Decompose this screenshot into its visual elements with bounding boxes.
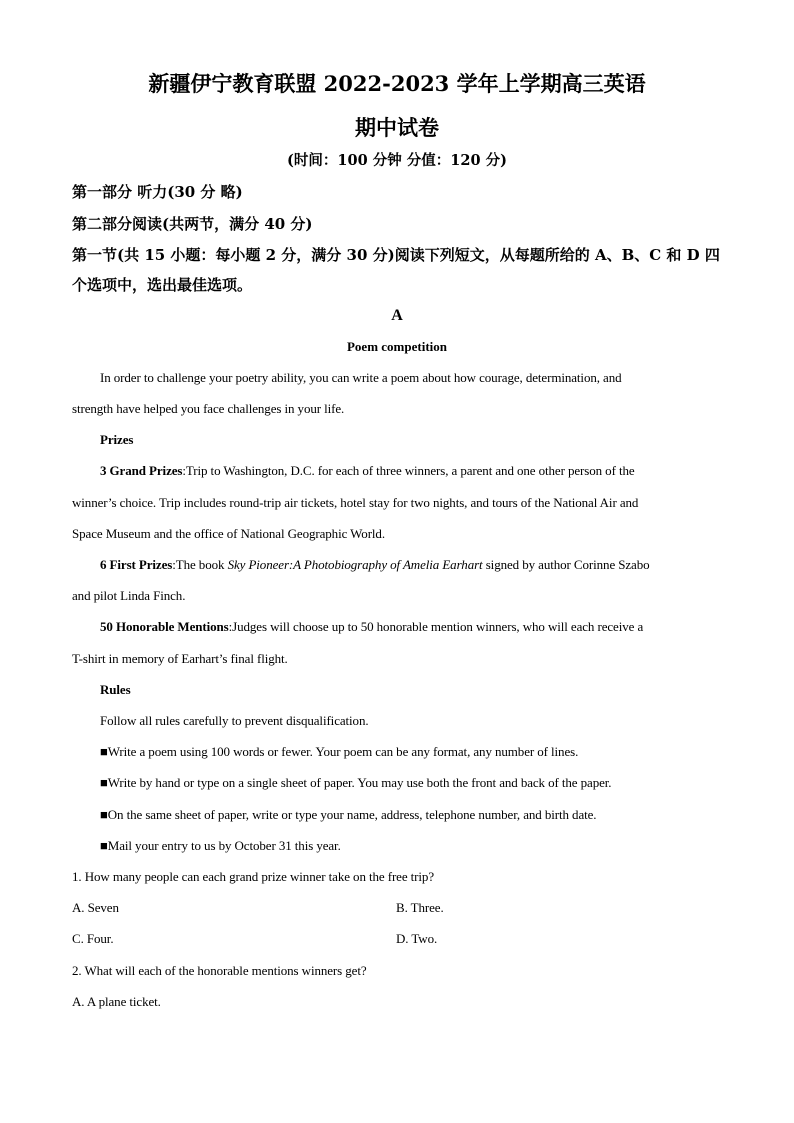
grand-prize-line2: winner’s choice. Trip includes round-trip air tickets, hotel stay for two nights, and tours of the National Air and [72,495,639,510]
passage-letter: A [391,307,403,324]
rules-intro: Follow all rules carefully to prevent disqualification. [100,713,369,728]
grand-prize-text: :Trip to Washington, D.C. for each of three winners, a parent and one other person of the [182,463,635,478]
question-1-option-b: B. Three. [396,900,444,915]
honorable-line2: T-shirt in memory of Earhart’s final flight. [72,651,288,666]
intro-line2: strength have helped you face challenges in your life. [72,401,345,416]
honorable-text: :Judges will choose up to 50 honorable mention winners, who will each receive a [228,619,644,634]
grand-prize-line1 [100,463,635,479]
prizes-heading: Prizes [100,432,134,447]
grand-prize-label: 3 Grand Prizes [100,463,183,478]
question-1-option-d: D. Two. [396,931,438,946]
question-2-stem: 2. What will each of the honorable mentions winners get? [72,963,367,978]
first-prize-line2: and pilot Linda Finch. [72,588,186,603]
rule-item: ■Write by hand or type on a single sheet of paper. You may use both the front and back of the paper. [100,775,612,790]
rules-heading: Rules [100,682,131,697]
rule-item: ■Mail your entry to us by October 31 this year. [100,838,341,853]
exam-title: 新疆伊宁教育联盟 2022-2023 学年上学期高三英语 [148,71,646,96]
question-1-option-a: A. Seven [72,900,119,915]
first-prize-pre: :The book [172,557,228,572]
rule-item: ■Write a poem using 100 words or fewer. Your poem can be any format, any number of lines. [100,744,579,759]
question-2-option-a: A. A plane ticket. [72,994,161,1009]
part2-heading: 第二部分阅读(共两节，满分 40 分) [72,215,313,233]
part2-sec1-instruction-line2: 个选项中，选出最佳选项。 [72,276,253,294]
grand-prize-line3: Space Museum and the office of National Geographic World. [72,526,385,541]
first-prize-line1 [100,557,650,573]
rule-item: ■On the same sheet of paper, write or type your name, address, telephone number, and birth date. [100,807,597,822]
intro-line1: In order to challenge your poetry ability, you can write a poem about how courage, determination, and [100,370,622,385]
exam-subtitle: 期中试卷 [355,115,439,140]
part2-sec1-instruction-line1: 第一节(共 15 小题：每小题 2 分，满分 30 分)阅读下列短文，从每题所给的 A、B、C 和 D 四 [72,246,720,264]
first-prize-label: 6 First Prizes [100,557,173,572]
passage-title: Poem competition [346,339,447,354]
exam-info: (时间：100 分钟 分值：120 分) [287,152,507,169]
question-1-stem: 1. How many people can each grand prize winner take on the free trip? [72,869,434,884]
part1-heading: 第一部分 听力(30 分 略) [72,183,243,201]
first-prize-post: signed by author Corinne Szabo [482,557,650,572]
first-prize-book-title: Sky Pioneer:A Photobiography of Amelia Earhart [227,557,483,572]
honorable-label: 50 Honorable Mentions [100,619,229,634]
honorable-line1 [100,619,643,635]
question-1-option-c: C. Four. [72,931,114,946]
